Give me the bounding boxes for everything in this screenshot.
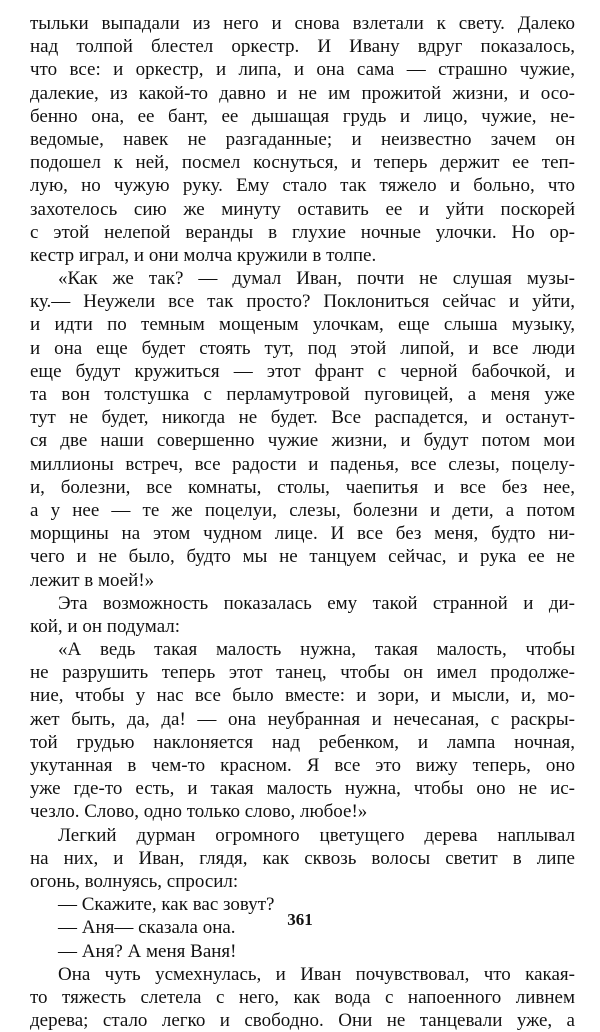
text-line: та вон толстушка с перламутровой пуговицей, а меня уже — [30, 384, 575, 405]
text-line: лежит в моей!» — [30, 569, 155, 591]
text-line: что все: и оркестр, и липа, и она сама — страшно чужие, — [30, 59, 575, 81]
text-line: Эта возможность показалась ему такой странной и ди- — [58, 592, 575, 614]
text-line: Она чуть усмехнулась, и Иван почувствовал, что какая- — [58, 963, 575, 985]
text-line: еще будут кружиться — этот франт с черной бабочкой, и — [30, 360, 575, 382]
text-line: подошел к ней, посмел коснуться, и теперь держит ее теп- — [30, 152, 575, 174]
text-line: уже где-то есть, и такая малость нужна, чтобы оно не ис- — [30, 778, 575, 800]
text-line: чезло. Слово, одно только слово, любое!» — [30, 801, 368, 823]
text-line: ку.— Неужели все так просто? Поклониться сейчас и уйти, — [30, 291, 575, 313]
text-line: тыльки выпадали из него и снова взлетали к свету. Далеко — [30, 13, 575, 34]
text-line: той грудью наклоняется над ребенком, и лампа ночная, — [30, 731, 575, 753]
text-line: лую, но чужую руку. Ему стало так тяжело и больно, что — [30, 175, 575, 197]
text-line: на них, и Иван, глядя, как сквозь волосы светит в липе — [30, 847, 575, 869]
text-line: морщины на этом чудном лице. И все без меня, будто ни- — [30, 523, 575, 545]
text-line: чего и не было, будто мы не танцуем сейчас, и рука ее не — [30, 546, 575, 568]
text-line: огонь, волнуясь, спросил: — [30, 870, 239, 892]
text-line: ведомые, навек не разгаданные; и неизвестно зачем он — [30, 128, 575, 150]
text-line: над толпой блестел оркестр. И Ивану вдруг показалось, — [30, 36, 575, 58]
text-line: ся две наши совершенно чужие жизни, и будут потом мои — [30, 430, 575, 452]
text-line: не разрушить теперь этот танец, чтобы он имел продолже- — [30, 662, 575, 684]
text-line: кой, и он подумал: — [30, 615, 181, 637]
text-line: с этой нелепой веранды в глухие ночные улочки. Но ор- — [30, 221, 575, 243]
page-number: 361 — [287, 910, 313, 929]
text-line: и идти по темным мощеным улочкам, еще слыша музыку, — [30, 314, 575, 336]
text-line: миллионы встреч, все радости и паденья, все слезы, поцелу- — [30, 453, 575, 475]
text-line: ние, чтобы у нас все было вместе: и зори, и мысли, и, мо- — [30, 685, 575, 707]
text-line: «А ведь такая малость нужна, такая малость, чтобы — [58, 639, 575, 661]
text-line: тут не будет, никогда не будет. Все распадется, и останут- — [30, 407, 575, 429]
text-line: дерева; стало легко и свободно. Они не танцевали уже, а — [30, 1010, 575, 1032]
text-line: и, болезни, все комнаты, столы, чаепитья и все без нее, — [30, 476, 575, 498]
text-line: далекие, из какой-то давно и не им прожитой жизни, и осо- — [30, 82, 575, 104]
text-line: бенно она, ее бант, ее дышащая грудь и лицо, чужие, не- — [30, 105, 575, 127]
text-line: укутанная в чем-то красном. Я все это вижу теперь, оно — [30, 755, 575, 776]
page-text — [30, 12, 575, 1032]
text-line: — Скажите, как вас зовут? — [58, 894, 275, 916]
text-line: и она еще будет стоять тут, под этой липой, и все люди — [30, 337, 575, 359]
text-line: то тяжесть слетела с него, как вода с напоенного ливнем — [30, 986, 575, 1008]
text-line: захотелось сию же минуту оставить ее и уйти поскорей — [30, 198, 575, 220]
text-line: жет быть, да, да! — она неубранная и нечесаная, с раскры- — [30, 708, 575, 730]
text-line: «Как же так? — думал Иван, почти не слушая музы- — [58, 268, 575, 290]
text-line: Легкий дурман огромного цветущего дерева наплывал — [58, 824, 575, 846]
text-line: кестр играл, и они молча кружили в толпе. — [30, 244, 377, 266]
text-line: — Аня? А меня Ваня! — [58, 940, 237, 962]
text-line: а у нее — те же поцелуи, слезы, болезни и дети, а потом — [30, 499, 575, 521]
text-line: — Аня— сказала она. — [58, 917, 236, 939]
